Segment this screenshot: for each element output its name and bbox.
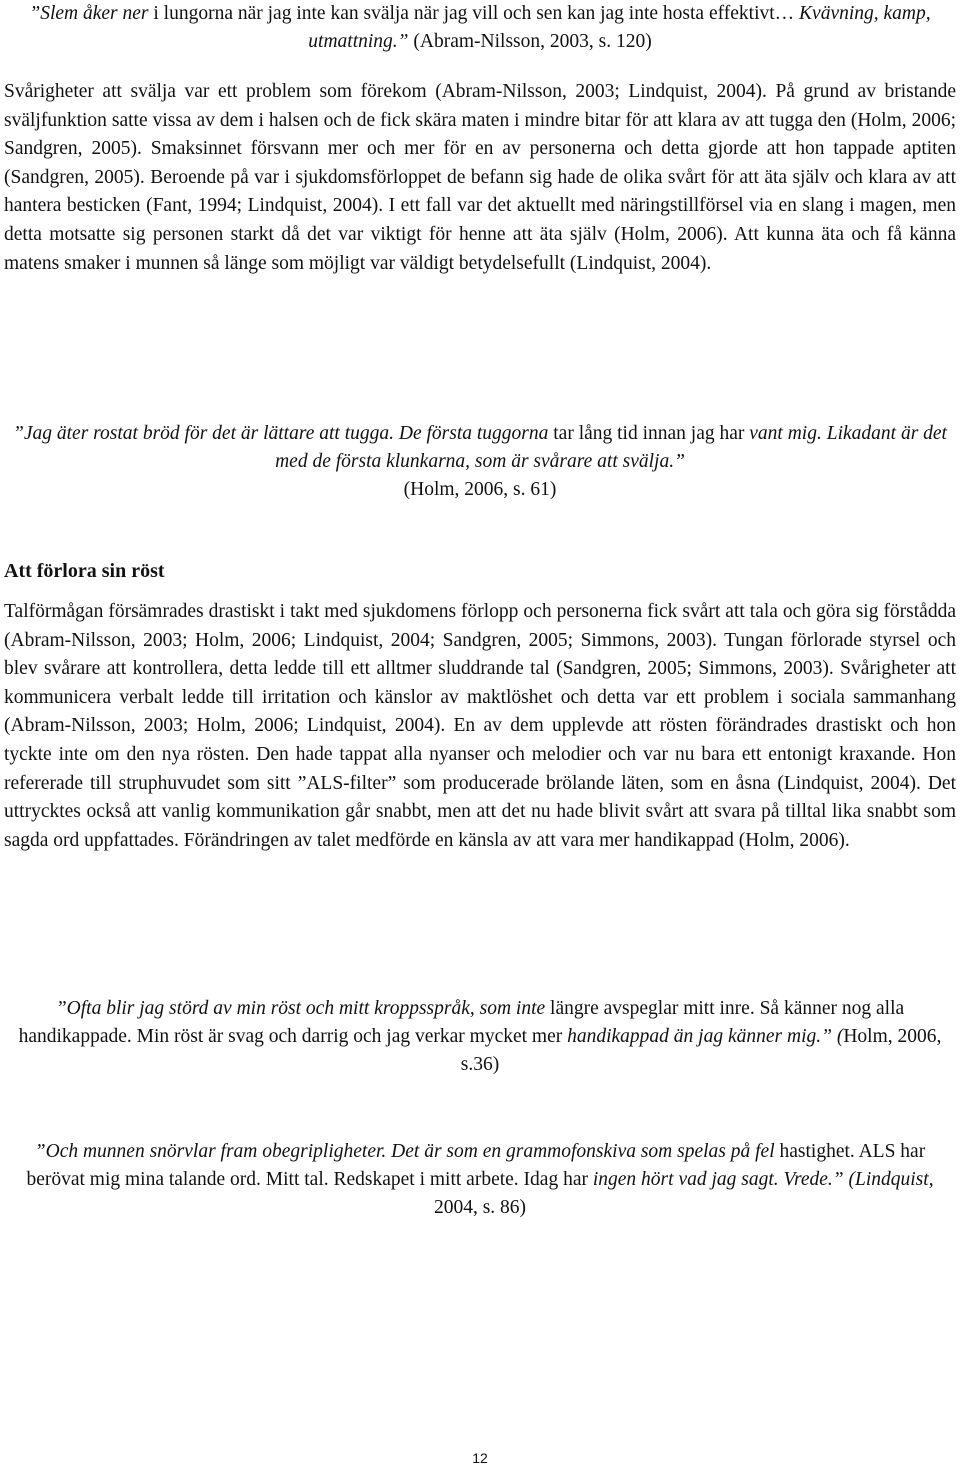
- quote-4-italic-2: ingen hört vad jag sagt. Vrede.” (Lindquist: [592, 1169, 929, 1190]
- paragraph-1: Svårigheter att svälja var ett problem som förekom (Abram-Nilsson, 2003; Lindquist, 2004). På grund av bristande sväljfunktion satte vissa av dem i halsen och de fick skära maten i mindre bitar för att klara av att tugga den (Holm, 2006; Sandgren, 2005). Smaksinnet försvann mer och mer för en av personerna och detta gjorde att hon tappade aptiten (Sandgren, 2005). Beroende på var i sjukdomsförloppet de befann sig hade de olika svårt för att äta själv och klara av att hantera besticken (Fant, 1994; Lindquist, 2004). I ett fall var det aktuellt med näringstillförsel via en slang i magen, men detta motsatte sig personen starkt då det var viktigt för henne att äta själv (Holm, 2006). Att kunna äta och få känna matens smaker i munnen så länge som möjligt var väldigt betydelsefullt (Lindquist, 2004).: [4, 81, 956, 274]
- paragraph-block-1: [4, 78, 956, 278]
- paragraph-block-2: [4, 598, 956, 855]
- paragraph-2: Talförmågan försämrades drastiskt i takt med sjukdomens förlopp och personerna fick svårt att tala och göra sig förstådda (Abram-Nilsson, 2003; Holm, 2006; Lindquist, 2004; Sandgren, 2005; Simmons, 2003). Tungan förlorade styrsel och blev svårare att kontrollera, detta ledde till ett alltmer sluddrande tal (Sandgren, 2005; Simmons, 2003). Svårigheter att kommunicera verbalt ledde till irritation och känslor av maktlöshet och detta var ett problem i sociala sammanhang (Abram-Nilsson, 2003; Holm, 2006; Lindquist, 2004). En av dem upplevde att rösten förändrades drastiskt och hon tyckte inte om den nya rösten. Den hade tappat alla nyanser och melodier och var nu bara ett entonigt kraxande. Hon refererade till struphuvudet som sitt ”ALS-filter” som producerade brölande läten, som en åsna (Lindquist, 2004). Det uttrycktes också att vanlig kommunikation går snabbt, men att det nu hade blivit svårt att svara på tilltal lika snabbt som sagda ord uppfattades. Förändringen av talet medförde en känsla av att vara mer handikappad (Holm, 2006).: [4, 601, 956, 851]
- quote-4-citation: , 2004, s. 86): [433, 1169, 934, 1218]
- quote-1: [4, 0, 956, 56]
- quote-2-citation: (Holm, 2006, s. 61): [403, 479, 557, 500]
- quote-2-italic-2: vant mig. Likadant är det med de första klunkarna, som är svårare att svälja.”: [275, 423, 947, 472]
- quote-4-normal-1: hastighet. ALS har berövat mig mina talande ord. Mitt tal. Redskapet i mitt arbete. Idag har: [26, 1141, 926, 1190]
- quote-block-3: [4, 995, 956, 1079]
- quote-3-italic-2: handikappad än jag känner mig.” (: [567, 1026, 844, 1047]
- quote-4: [4, 1138, 956, 1222]
- section-heading-block: [4, 560, 956, 583]
- quote-1-italic-1: ”Slem åker ner: [29, 3, 149, 24]
- page-number: 12: [472, 1450, 488, 1466]
- quote-3-italic-1: ”Ofta blir jag störd av min röst och mitt kroppsspråk, som inte: [55, 998, 546, 1019]
- quote-1-citation: (Abram-Nilsson, 2003, s. 120): [408, 31, 652, 52]
- quote-2-normal-1: tar lång tid innan jag har: [548, 423, 750, 444]
- quote-1-italic-2: Kvävning, kamp, utmattning.”: [308, 3, 931, 52]
- quote-block-2: [4, 420, 956, 504]
- quote-1-normal-1: i lungorna när jag inte kan svälja när jag vill och sen kan jag inte hosta effektivt…: [148, 3, 800, 24]
- section-heading: Att förlora sin röst: [4, 560, 165, 582]
- quote-block-4: [4, 1138, 956, 1222]
- quote-2-italic-1: ”Jag äter rostat bröd för det är lättare att tugga. De första tuggorna: [13, 423, 549, 444]
- quote-2: [4, 420, 956, 504]
- quote-4-italic-1: ”Och munnen snörvlar fram obegripligheter. Det är som en grammofonskiva som spelas på fel: [34, 1141, 775, 1162]
- quote-3-citation: Holm, 2006, s.36): [460, 1026, 942, 1075]
- quote-block-1: [4, 0, 956, 56]
- quote-3: [4, 995, 956, 1079]
- quote-3-normal-1: längre avspeglar mitt inre. Så känner nog alla handikappade. Min röst är svag och darrig och jag verkar mycket mer: [18, 998, 905, 1047]
